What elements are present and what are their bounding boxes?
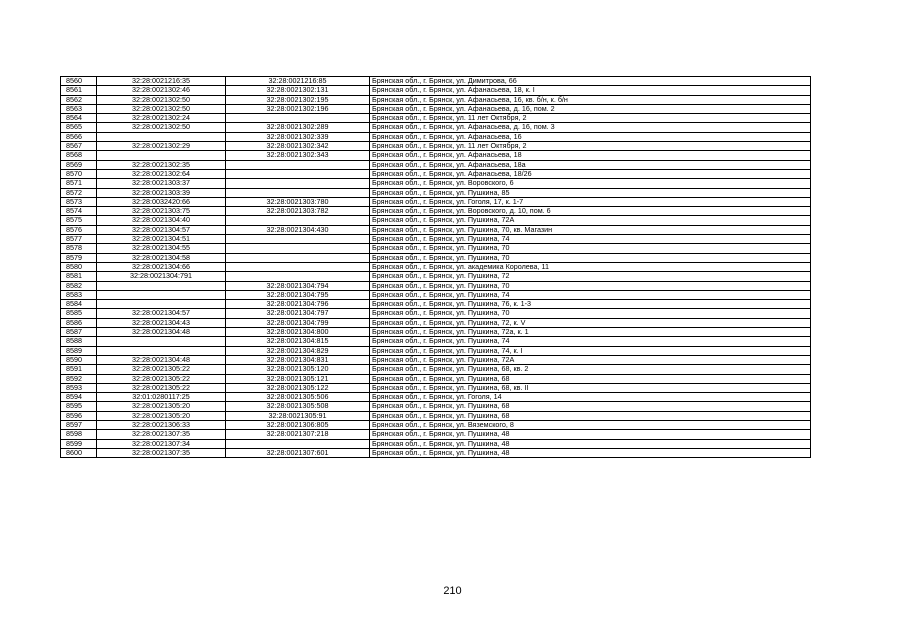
address-cell: Брянская обл., г. Брянск, ул. Гоголя, 17, к. 1-7 — [370, 197, 811, 206]
table-row — [61, 262, 811, 271]
cadastral-number-cell: 32:28:0021306:33 — [97, 420, 226, 429]
cadastral-number-cell: 32:28:0021304:57 — [97, 225, 226, 234]
row-number-cell: 8596 — [61, 411, 97, 420]
row-number-cell: 8592 — [61, 374, 97, 383]
property-registry-table — [60, 76, 811, 458]
table-row — [61, 77, 811, 86]
building-cadastral-number-cell: 32:28:0021304:799 — [226, 318, 370, 327]
row-number-cell: 8569 — [61, 160, 97, 169]
cadastral-number-cell: 32:28:0021303:39 — [97, 188, 226, 197]
table-row — [61, 346, 811, 355]
row-number-cell: 8585 — [61, 309, 97, 318]
registry-table-body — [61, 77, 811, 458]
building-cadastral-number-cell: 32:28:0021304:796 — [226, 300, 370, 309]
address-cell: Брянская обл., г. Брянск, ул. Пушкина, 76, к. 1-3 — [370, 300, 811, 309]
table-row — [61, 328, 811, 337]
table-row — [61, 225, 811, 234]
row-number-cell: 8564 — [61, 114, 97, 123]
table-row — [61, 430, 811, 439]
row-number-cell: 8572 — [61, 188, 97, 197]
row-number-cell: 8568 — [61, 151, 97, 160]
building-cadastral-number-cell: 32:28:0021304:794 — [226, 281, 370, 290]
building-cadastral-number-cell: 32:28:0021307:218 — [226, 430, 370, 439]
building-cadastral-number-cell: 32:28:0021305:506 — [226, 393, 370, 402]
cadastral-number-cell — [97, 290, 226, 299]
cadastral-number-cell — [97, 132, 226, 141]
table-row — [61, 151, 811, 160]
row-number-cell: 8570 — [61, 169, 97, 178]
table-row — [61, 448, 811, 457]
building-cadastral-number-cell: 32:28:0021302:195 — [226, 95, 370, 104]
row-number-cell: 8566 — [61, 132, 97, 141]
address-cell: Брянская обл., г. Брянск, ул. Пушкина, 72А — [370, 355, 811, 364]
address-cell: Брянская обл., г. Брянск, ул. Воровского, 6 — [370, 179, 811, 188]
row-number-cell: 8578 — [61, 244, 97, 253]
cadastral-number-cell — [97, 300, 226, 309]
address-cell: Брянская обл., г. Брянск, ул. Афанасьева, 18/26 — [370, 169, 811, 178]
row-number-cell: 8599 — [61, 439, 97, 448]
row-number-cell: 8580 — [61, 262, 97, 271]
table-row — [61, 104, 811, 113]
address-cell: Брянская обл., г. Брянск, ул. Пушкина, 70, кв. Магазин — [370, 225, 811, 234]
row-number-cell: 8576 — [61, 225, 97, 234]
table-row — [61, 95, 811, 104]
table-row — [61, 179, 811, 188]
cadastral-number-cell: 32:28:0021302:29 — [97, 142, 226, 151]
table-row — [61, 235, 811, 244]
cadastral-number-cell: 32:28:0021307:34 — [97, 439, 226, 448]
table-row — [61, 365, 811, 374]
row-number-cell: 8567 — [61, 142, 97, 151]
row-number-cell: 8561 — [61, 86, 97, 95]
row-number-cell: 8598 — [61, 430, 97, 439]
page-number: 210 — [443, 585, 462, 597]
row-number-cell: 8565 — [61, 123, 97, 132]
address-cell: Брянская обл., г. Брянск, ул. Вяземского, 8 — [370, 420, 811, 429]
cadastral-number-cell — [97, 151, 226, 160]
building-cadastral-number-cell — [226, 114, 370, 123]
cadastral-number-cell: 32:28:0021304:48 — [97, 355, 226, 364]
building-cadastral-number-cell: 32:28:0021304:800 — [226, 328, 370, 337]
address-cell: Брянская обл., г. Брянск, ул. Пушкина, 68 — [370, 411, 811, 420]
table-row — [61, 160, 811, 169]
table-row — [61, 86, 811, 95]
address-cell: Брянская обл., г. Брянск, ул. академика Королева, 11 — [370, 262, 811, 271]
address-cell: Брянская обл., г. Брянск, ул. Пушкина, 70 — [370, 253, 811, 262]
cadastral-number-cell — [97, 346, 226, 355]
building-cadastral-number-cell — [226, 244, 370, 253]
address-cell: Брянская обл., г. Брянск, ул. 11 лет Октября, 2 — [370, 142, 811, 151]
address-cell: Брянская обл., г. Брянск, ул. Пушкина, 74, к. I — [370, 346, 811, 355]
address-cell: Брянская обл., г. Брянск, ул. Пушкина, 74 — [370, 235, 811, 244]
row-number-cell: 8587 — [61, 328, 97, 337]
cadastral-number-cell: 32:28:0021302:46 — [97, 86, 226, 95]
building-cadastral-number-cell — [226, 188, 370, 197]
cadastral-number-cell: 32:28:0021304:57 — [97, 309, 226, 318]
address-cell: Брянская обл., г. Брянск, ул. Пушкина, 68 — [370, 402, 811, 411]
building-cadastral-number-cell: 32:28:0021302:343 — [226, 151, 370, 160]
cadastral-number-cell: 32:28:0021304:40 — [97, 216, 226, 225]
building-cadastral-number-cell: 32:28:0021304:430 — [226, 225, 370, 234]
address-cell: Брянская обл., г. Брянск, ул. Гоголя, 14 — [370, 393, 811, 402]
address-cell: Брянская обл., г. Брянск, ул. Пушкина, 72А — [370, 216, 811, 225]
building-cadastral-number-cell — [226, 439, 370, 448]
building-cadastral-number-cell: 32:28:0021303:782 — [226, 207, 370, 216]
building-cadastral-number-cell: 32:28:0021304:797 — [226, 309, 370, 318]
cadastral-number-cell: 32:28:0021305:22 — [97, 365, 226, 374]
table-row — [61, 420, 811, 429]
table-row — [61, 337, 811, 346]
building-cadastral-number-cell — [226, 169, 370, 178]
building-cadastral-number-cell: 32:28:0021216:85 — [226, 77, 370, 86]
building-cadastral-number-cell: 32:28:0021302:342 — [226, 142, 370, 151]
building-cadastral-number-cell: 32:28:0021304:829 — [226, 346, 370, 355]
cadastral-number-cell: 32:28:0021304:48 — [97, 328, 226, 337]
table-row — [61, 393, 811, 402]
row-number-cell: 8579 — [61, 253, 97, 262]
address-cell: Брянская обл., г. Брянск, ул. Димитрова, 66 — [370, 77, 811, 86]
row-number-cell: 8597 — [61, 420, 97, 429]
table-row — [61, 374, 811, 383]
building-cadastral-number-cell: 32:28:0021304:831 — [226, 355, 370, 364]
table-row — [61, 216, 811, 225]
cadastral-number-cell: 32:28:0021304:791 — [97, 272, 226, 281]
building-cadastral-number-cell: 32:28:0021302:196 — [226, 104, 370, 113]
building-cadastral-number-cell: 32:28:0021307:601 — [226, 448, 370, 457]
address-cell: Брянская обл., г. Брянск, ул. Пушкина, 70 — [370, 309, 811, 318]
cadastral-number-cell: 32:28:0021307:35 — [97, 448, 226, 457]
building-cadastral-number-cell: 32:28:0021305:508 — [226, 402, 370, 411]
building-cadastral-number-cell: 32:28:0021304:815 — [226, 337, 370, 346]
building-cadastral-number-cell: 32:28:0021306:805 — [226, 420, 370, 429]
building-cadastral-number-cell — [226, 253, 370, 262]
cadastral-number-cell: 32:28:0021304:66 — [97, 262, 226, 271]
building-cadastral-number-cell — [226, 272, 370, 281]
cadastral-number-cell: 32:28:0032420:66 — [97, 197, 226, 206]
cadastral-number-cell: 32:28:0021307:35 — [97, 430, 226, 439]
cadastral-number-cell: 32:28:0021303:37 — [97, 179, 226, 188]
row-number-cell: 8595 — [61, 402, 97, 411]
address-cell: Брянская обл., г. Брянск, ул. 11 лет Октября, 2 — [370, 114, 811, 123]
table-row — [61, 281, 811, 290]
address-cell: Брянская обл., г. Брянск, ул. Пушкина, 72 — [370, 272, 811, 281]
table-row — [61, 383, 811, 392]
row-number-cell: 8586 — [61, 318, 97, 327]
row-number-cell: 8560 — [61, 77, 97, 86]
address-cell: Брянская обл., г. Брянск, ул. Пушкина, 70 — [370, 281, 811, 290]
cadastral-number-cell: 32:28:0021216:35 — [97, 77, 226, 86]
row-number-cell: 8588 — [61, 337, 97, 346]
cadastral-number-cell: 32:28:0021302:35 — [97, 160, 226, 169]
address-cell: Брянская обл., г. Брянск, ул. Пушкина, 74 — [370, 290, 811, 299]
table-row — [61, 169, 811, 178]
table-row — [61, 355, 811, 364]
row-number-cell: 8571 — [61, 179, 97, 188]
row-number-cell: 8583 — [61, 290, 97, 299]
address-cell: Брянская обл., г. Брянск, ул. Пушкина, 74 — [370, 337, 811, 346]
cadastral-number-cell: 32:01:0280117:25 — [97, 393, 226, 402]
row-number-cell: 8577 — [61, 235, 97, 244]
table-row — [61, 402, 811, 411]
building-cadastral-number-cell: 32:28:0021304:795 — [226, 290, 370, 299]
cadastral-number-cell: 32:28:0021302:50 — [97, 95, 226, 104]
table-row — [61, 132, 811, 141]
building-cadastral-number-cell: 32:28:0021303:780 — [226, 197, 370, 206]
table-row — [61, 244, 811, 253]
row-number-cell: 8590 — [61, 355, 97, 364]
cadastral-number-cell — [97, 337, 226, 346]
cadastral-number-cell: 32:28:0021303:75 — [97, 207, 226, 216]
row-number-cell: 8562 — [61, 95, 97, 104]
building-cadastral-number-cell: 32:28:0021305:122 — [226, 383, 370, 392]
table-row — [61, 439, 811, 448]
building-cadastral-number-cell — [226, 160, 370, 169]
row-number-cell: 8574 — [61, 207, 97, 216]
building-cadastral-number-cell — [226, 216, 370, 225]
building-cadastral-number-cell — [226, 262, 370, 271]
cadastral-number-cell: 32:28:0021304:43 — [97, 318, 226, 327]
cadastral-number-cell: 32:28:0021302:50 — [97, 123, 226, 132]
address-cell: Брянская обл., г. Брянск, ул. Пушкина, 68, кв. 2 — [370, 365, 811, 374]
building-cadastral-number-cell: 32:28:0021305:120 — [226, 365, 370, 374]
address-cell: Брянская обл., г. Брянск, ул. Пушкина, 72, к. V — [370, 318, 811, 327]
cadastral-number-cell: 32:28:0021305:20 — [97, 402, 226, 411]
cadastral-number-cell: 32:28:0021304:58 — [97, 253, 226, 262]
row-number-cell: 8594 — [61, 393, 97, 402]
address-cell: Брянская обл., г. Брянск, ул. Пушкина, 68, кв. II — [370, 383, 811, 392]
table-row — [61, 318, 811, 327]
cadastral-number-cell: 32:28:0021305:22 — [97, 383, 226, 392]
cadastral-number-cell — [97, 281, 226, 290]
row-number-cell: 8582 — [61, 281, 97, 290]
row-number-cell: 8593 — [61, 383, 97, 392]
building-cadastral-number-cell: 32:28:0021302:131 — [226, 86, 370, 95]
row-number-cell: 8563 — [61, 104, 97, 113]
table-row — [61, 188, 811, 197]
building-cadastral-number-cell: 32:28:0021305:91 — [226, 411, 370, 420]
address-cell: Брянская обл., г. Брянск, ул. Пушкина, 85 — [370, 188, 811, 197]
table-row — [61, 290, 811, 299]
address-cell: Брянская обл., г. Брянск, ул. Пушкина, 48 — [370, 448, 811, 457]
cadastral-number-cell: 32:28:0021305:20 — [97, 411, 226, 420]
building-cadastral-number-cell — [226, 179, 370, 188]
building-cadastral-number-cell: 32:28:0021302:339 — [226, 132, 370, 141]
building-cadastral-number-cell — [226, 235, 370, 244]
cadastral-number-cell: 32:28:0021304:51 — [97, 235, 226, 244]
table-row — [61, 114, 811, 123]
table-row — [61, 142, 811, 151]
cadastral-number-cell: 32:28:0021302:50 — [97, 104, 226, 113]
row-number-cell: 8600 — [61, 448, 97, 457]
address-cell: Брянская обл., г. Брянск, ул. Афанасьева, д. 16, пом. 3 — [370, 123, 811, 132]
cadastral-number-cell: 32:28:0021304:55 — [97, 244, 226, 253]
row-number-cell: 8584 — [61, 300, 97, 309]
table-row — [61, 207, 811, 216]
table-row — [61, 411, 811, 420]
address-cell: Брянская обл., г. Брянск, ул. Афанасьева, д. 16, пом. 2 — [370, 104, 811, 113]
address-cell: Брянская обл., г. Брянск, ул. Афанасьева, 18 — [370, 151, 811, 160]
table-row — [61, 272, 811, 281]
address-cell: Брянская обл., г. Брянск, ул. Афанасьева, 16 — [370, 132, 811, 141]
table-row — [61, 253, 811, 262]
row-number-cell: 8581 — [61, 272, 97, 281]
table-row — [61, 197, 811, 206]
cadastral-number-cell: 32:28:0021302:24 — [97, 114, 226, 123]
row-number-cell: 8589 — [61, 346, 97, 355]
row-number-cell: 8591 — [61, 365, 97, 374]
address-cell: Брянская обл., г. Брянск, ул. Афанасьева, 18, к. I — [370, 86, 811, 95]
address-cell: Брянская обл., г. Брянск, ул. Афанасьева, 16, кв. б/н, к. б/н — [370, 95, 811, 104]
address-cell: Брянская обл., г. Брянск, ул. Пушкина, 70 — [370, 244, 811, 253]
address-cell: Брянская обл., г. Брянск, ул. Пушкина, 48 — [370, 439, 811, 448]
address-cell: Брянская обл., г. Брянск, ул. Афанасьева, 18а — [370, 160, 811, 169]
cadastral-number-cell: 32:28:0021305:22 — [97, 374, 226, 383]
table-row — [61, 123, 811, 132]
building-cadastral-number-cell: 32:28:0021305:121 — [226, 374, 370, 383]
table-row — [61, 300, 811, 309]
row-number-cell: 8573 — [61, 197, 97, 206]
row-number-cell: 8575 — [61, 216, 97, 225]
cadastral-number-cell: 32:28:0021302:64 — [97, 169, 226, 178]
address-cell: Брянская обл., г. Брянск, ул. Пушкина, 72а, к. 1 — [370, 328, 811, 337]
building-cadastral-number-cell: 32:28:0021302:289 — [226, 123, 370, 132]
address-cell: Брянская обл., г. Брянск, ул. Воровского, д. 10, пом. 6 — [370, 207, 811, 216]
table-row — [61, 309, 811, 318]
address-cell: Брянская обл., г. Брянск, ул. Пушкина, 48 — [370, 430, 811, 439]
address-cell: Брянская обл., г. Брянск, ул. Пушкина, 68 — [370, 374, 811, 383]
